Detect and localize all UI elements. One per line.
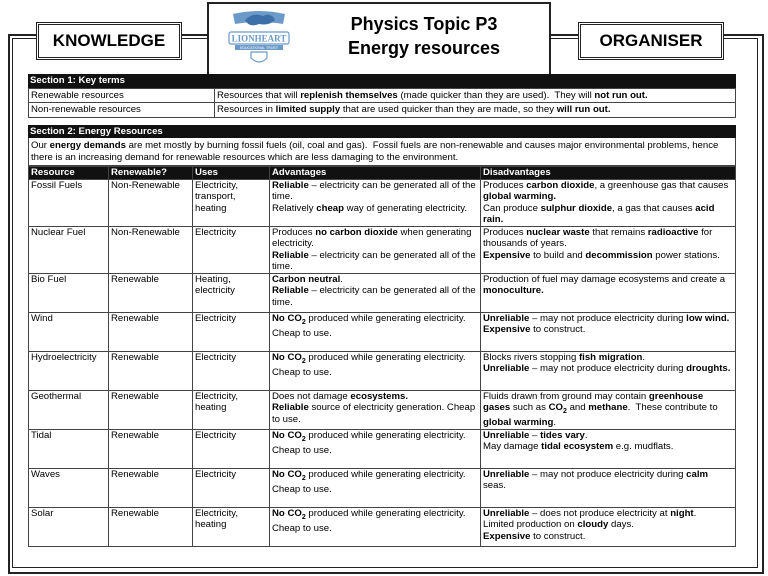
key-terms-table [28, 88, 736, 118]
advantages-cell: No $CO_2$ produced while generating electricity. Cheap to use. [270, 312, 481, 351]
uses-cell: Electricity [193, 226, 270, 273]
renewable-cell: Renewable [109, 312, 193, 351]
advantages-cell: Carbon neutral. Reliable – electricity can be generated all of the time. [270, 273, 481, 312]
column-header: Advantages [270, 167, 481, 180]
resource-cell: Tidal [29, 429, 109, 468]
table-row [29, 468, 736, 507]
svg-text:LIONHEART: LIONHEART [231, 33, 287, 44]
knowledge-label: KNOWLEDGE [52, 31, 166, 50]
key-term-row [29, 88, 736, 103]
section2-intro: Our energy demands are met mostly by burning fossil fuels (oil, coal and gas). Fossil fuels are non-renewable and causes major environmental problems, hence there is an increasing demand for renewable resources which are less damaging to the environment. [28, 138, 736, 166]
content [28, 74, 736, 547]
section2-heading: Section 2: Energy Resources [28, 125, 736, 139]
table-row [29, 226, 736, 273]
renewable-cell: Renewable [109, 351, 193, 390]
knowledge-label-box [36, 22, 182, 60]
energy-resources-table [28, 166, 736, 547]
disadvantages-cell: Unreliable – does not produce electricity at night. Limited production on cloudy days. Expensive to construct. [481, 507, 736, 546]
uses-cell: Electricity, transport, heating [193, 179, 270, 226]
title-box [207, 2, 551, 76]
key-term-row [29, 103, 736, 118]
disadvantages-cell: Unreliable – tides vary. May damage tidal ecosystem e.g. mudflats. [481, 429, 736, 468]
table-row [29, 273, 736, 312]
lionheart-logo-icon [223, 10, 295, 66]
advantages-cell: No $CO_2$ produced while generating electricity. Cheap to use. [270, 507, 481, 546]
uses-cell: Electricity [193, 468, 270, 507]
resource-cell: Nuclear Fuel [29, 226, 109, 273]
key-term-definition: Resources that will replenish themselves (made quicker than they are used). They will not run out. [215, 88, 736, 103]
column-header: Renewable? [109, 167, 193, 180]
key-term: Renewable resources [29, 88, 215, 103]
svg-text:EDUCATIONAL TRUST: EDUCATIONAL TRUST [239, 46, 279, 51]
table-row [29, 429, 736, 468]
resource-cell: Hydroelectricity [29, 351, 109, 390]
disadvantages-cell: Production of fuel may damage ecosystems and create a monoculture. [481, 273, 736, 312]
resource-cell: Bio Fuel [29, 273, 109, 312]
column-header: Uses [193, 167, 270, 180]
uses-cell: Electricity [193, 429, 270, 468]
table-row [29, 507, 736, 546]
title-line-2: Energy resources [347, 38, 501, 58]
disadvantages-cell: Produces carbon dioxide, a greenhouse gas that causes global warming. Can produce sulphur dioxide, a gas that causes acid rain. [481, 179, 736, 226]
uses-cell: Electricity [193, 312, 270, 351]
column-header: Disadvantages [481, 167, 736, 180]
renewable-cell: Renewable [109, 468, 193, 507]
section1-heading: Section 1: Key terms [28, 74, 736, 88]
resource-cell: Wind [29, 312, 109, 351]
uses-cell: Electricity [193, 351, 270, 390]
organiser-label: ORGANISER [599, 31, 703, 50]
disadvantages-cell: Unreliable – may not produce electricity during calm seas. [481, 468, 736, 507]
key-term: Non-renewable resources [29, 103, 215, 118]
uses-cell: Electricity, heating [193, 507, 270, 546]
renewable-cell: Renewable [109, 273, 193, 312]
table-row [29, 179, 736, 226]
table-row [29, 312, 736, 351]
table-row [29, 390, 736, 429]
advantages-cell: No $CO_2$ produced while generating electricity. Cheap to use. [270, 429, 481, 468]
renewable-cell: Renewable [109, 507, 193, 546]
disadvantages-cell: Fluids drawn from ground may contain greenhouse gases such as $CO_2$ and methane. These contribute to global warming. [481, 390, 736, 429]
page-title [304, 12, 544, 60]
advantages-cell: Produces no carbon dioxide when generating electricity. Reliable – electricity can be generated all of the time. [270, 226, 481, 273]
uses-cell: Electricity, heating [193, 390, 270, 429]
renewable-cell: Non-Renewable [109, 179, 193, 226]
disadvantages-cell: Blocks rivers stopping fish migration. Unreliable – may not produce electricity during droughts. [481, 351, 736, 390]
disadvantages-cell: Unreliable – may not produce electricity during low wind. Expensive to construct. [481, 312, 736, 351]
column-header: Resource [29, 167, 109, 180]
renewable-cell: Renewable [109, 390, 193, 429]
disadvantages-cell: Produces nuclear waste that remains radioactive for thousands of years. Expensive to build and decommission power stations. [481, 226, 736, 273]
key-term-definition: Resources in limited supply that are used quicker than they are made, so they will run out. [215, 103, 736, 118]
advantages-cell: Does not damage ecosystems. Reliable source of electricity generation. Cheap to use. [270, 390, 481, 429]
table-header-row [29, 167, 736, 180]
resource-cell: Waves [29, 468, 109, 507]
renewable-cell: Non-Renewable [109, 226, 193, 273]
advantages-cell: No $CO_2$ produced while generating electricity. Cheap to use. [270, 468, 481, 507]
resource-cell: Geothermal [29, 390, 109, 429]
resource-cell: Solar [29, 507, 109, 546]
resource-cell: Fossil Fuels [29, 179, 109, 226]
table-row [29, 351, 736, 390]
advantages-cell: Reliable – electricity can be generated all of the time. Relatively cheap way of generating electricity. [270, 179, 481, 226]
uses-cell: Heating, electricity [193, 273, 270, 312]
organiser-label-box [578, 22, 724, 60]
title-line-1: Physics Topic P3 [350, 14, 498, 34]
advantages-cell: No $CO_2$ produced while generating electricity. Cheap to use. [270, 351, 481, 390]
renewable-cell: Renewable [109, 429, 193, 468]
